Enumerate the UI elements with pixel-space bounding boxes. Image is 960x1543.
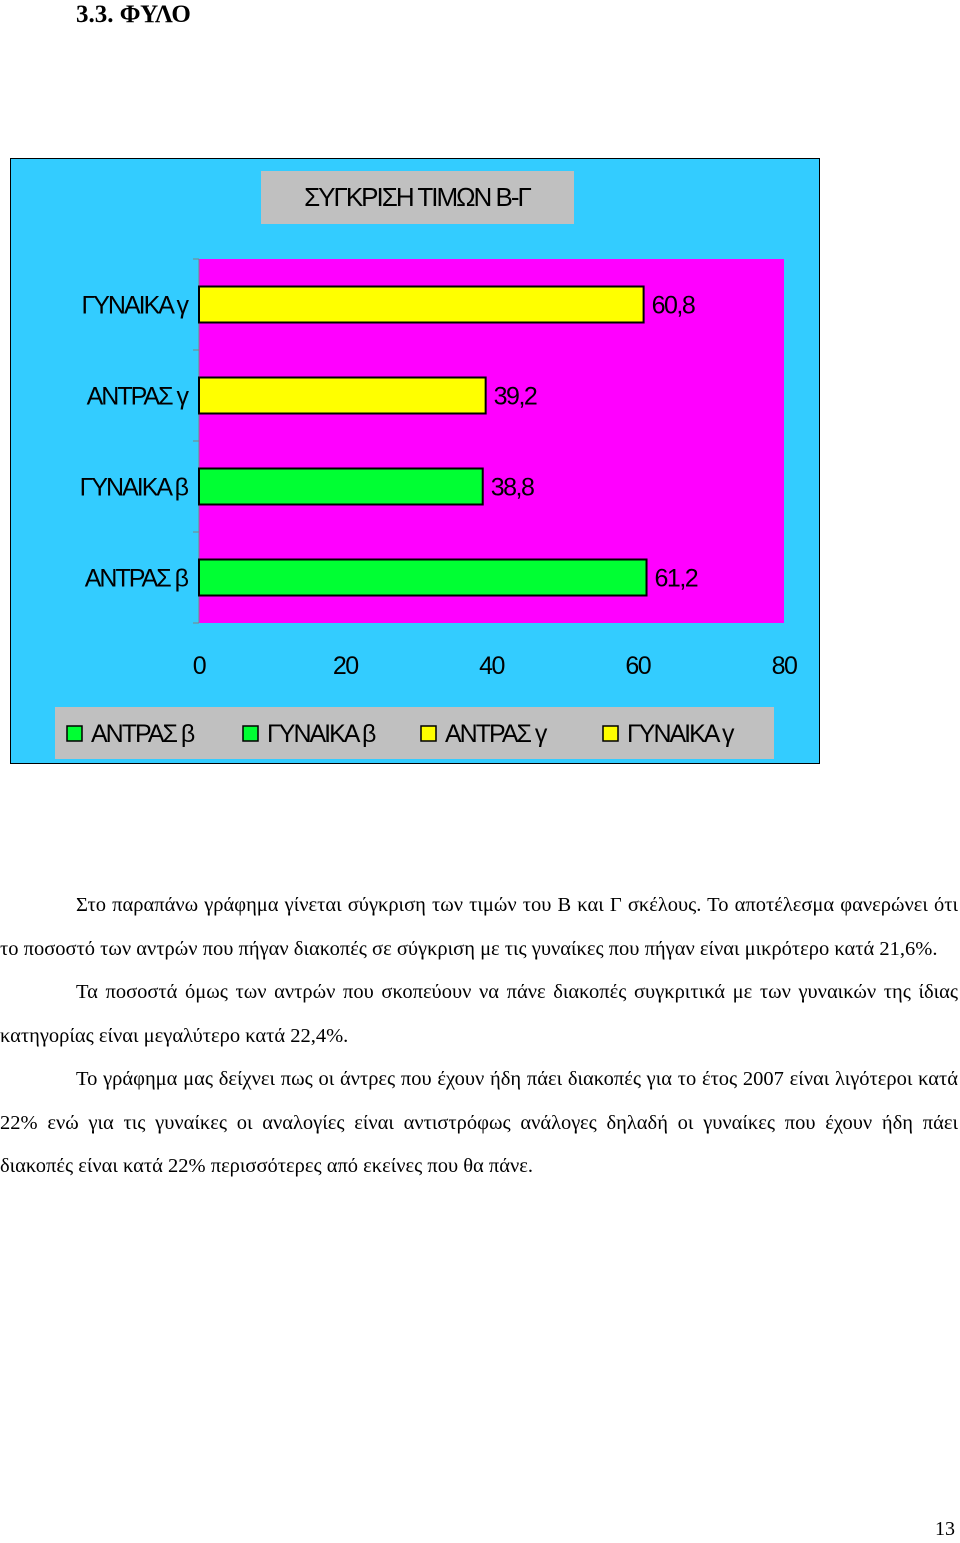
data-label: 38,8: [490, 473, 534, 502]
paragraph-1: Στο παραπάνω γράφημα γίνεται σύγκριση των τιμών του Β και Γ σκέλους. Το αποτέλεσμα φανερώνει ότι το ποσοστό των αντρών που πήγαν διακοπές σε σύγκριση με τις γυναίκες που πήγαν είναι μικρότερο κατά 21,6%.: [0, 894, 958, 960]
category-label: ΑΝΤΡΑΣ β: [84, 564, 187, 593]
x-tick-label: 80: [771, 652, 797, 680]
chart-title: ΣΥΓΚΡΙΣΗ ΤΙΜΩΝ Β-Γ: [304, 182, 530, 212]
section-heading: 3.3. ΦΥΛΟ: [76, 1, 191, 28]
paragraph-3: Το γράφημα μας δείχνει πως οι άντρες που έχουν ήδη πάει διακοπές για το έτος 2007 είναι λιγότεροι κατά 22% ενώ για τις γυναίκες οι αναλογίες είναι αντιστρόφως ανάλογες δηλαδή οι γυναίκες που έχουν ήδη πάει διακοπές είναι κατά 22% περισσότερες από εκείνες που θα πάνε.: [0, 1068, 958, 1177]
category-label: ΓΥΝΑΙΚΑ γ: [81, 291, 187, 320]
bar: [199, 560, 647, 596]
bar-chart: [10, 158, 820, 764]
bar: [199, 469, 483, 505]
legend-swatch: [67, 726, 82, 741]
data-label: 60,8: [651, 291, 695, 320]
data-label: 39,2: [493, 382, 537, 411]
category-label: ΓΥΝΑΙΚΑ β: [79, 473, 187, 502]
bar: [199, 287, 644, 323]
legend-label: ΑΝΤΡΑΣ β: [91, 720, 194, 748]
x-tick-label: 20: [332, 652, 358, 680]
x-tick-label: 60: [625, 652, 651, 680]
paragraph-2: Τα ποσοστά όμως των αντρών που σκοπεύουν να πάνε διακοπές συγκριτικά με των γυναικών της ίδιας κατηγορίας είναι μεγαλύτερο κατά 22,4%.: [0, 981, 958, 1047]
body-text: [0, 884, 958, 1189]
legend-label: ΑΝΤΡΑΣ γ: [445, 720, 546, 748]
chart-svg: [11, 159, 821, 765]
data-label: 61,2: [654, 564, 698, 593]
category-label: ΑΝΤΡΑΣ γ: [86, 382, 187, 411]
legend-label: ΓΥΝΑΙΚΑ γ: [627, 720, 733, 748]
legend-swatch: [243, 726, 258, 741]
legend-label: ΓΥΝΑΙΚΑ β: [267, 720, 375, 748]
legend-swatch: [603, 726, 618, 741]
page-number: 13: [935, 1518, 955, 1540]
bar: [199, 378, 486, 414]
legend-swatch: [421, 726, 436, 741]
x-tick-label: 40: [479, 652, 504, 680]
x-tick-label: 0: [192, 652, 206, 680]
